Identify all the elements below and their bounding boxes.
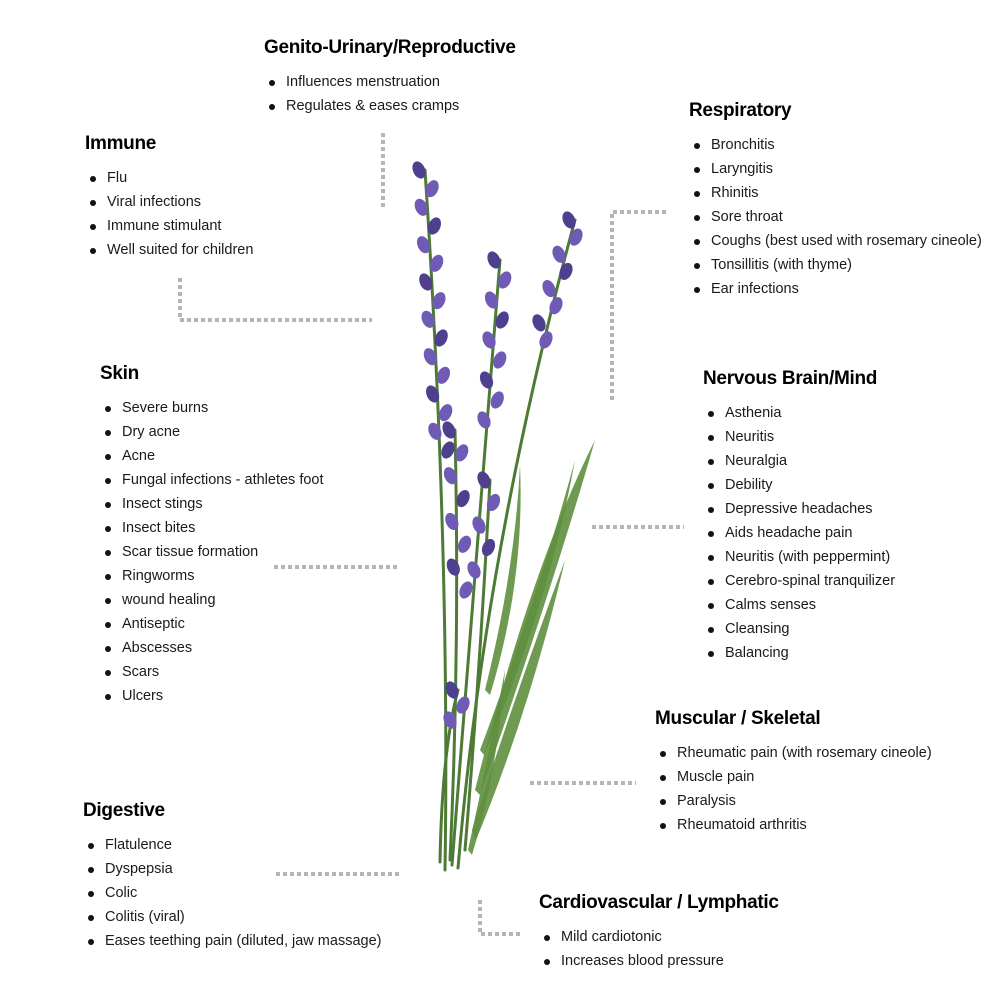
lavender-bud (455, 534, 473, 555)
list-item: Colitis (viral) (105, 905, 381, 929)
list-item: Regulates & eases cramps (286, 94, 516, 118)
list-item: wound healing (122, 588, 324, 612)
group-cardiovascular (539, 891, 779, 973)
list-item: Dry acne (122, 420, 324, 444)
list-item: Cleansing (725, 617, 895, 641)
lavender-bud (443, 511, 461, 532)
lavender-leaves (468, 440, 595, 855)
list-item: Colic (105, 881, 381, 905)
connector-cardio (476, 898, 522, 940)
list-item: Rhinitis (711, 181, 982, 205)
list-item: Tonsillitis (with thyme) (711, 253, 982, 277)
list-item: Muscle pain (677, 765, 932, 789)
list-item: Influences menstruation (286, 70, 516, 94)
list-item: Paralysis (677, 789, 932, 813)
list-item: Flatulence (105, 833, 381, 857)
list-item: Balancing (725, 641, 895, 665)
group-title: Cardiovascular / Lymphatic (539, 892, 779, 913)
list-item: Aids headache pain (725, 521, 895, 545)
lavender-bud (470, 514, 488, 535)
list-item: Coughs (best used with rosemary cineole) (711, 229, 982, 253)
connector-immune (176, 276, 376, 326)
list-item: Severe burns (122, 396, 324, 420)
list-item: Flu (107, 166, 253, 190)
list-item: Well suited for children (107, 238, 253, 262)
list-item: Dyspepsia (105, 857, 381, 881)
group-muscular-skeletal (655, 707, 932, 837)
item-list (100, 396, 324, 708)
lavender-bud (426, 421, 444, 442)
group-title: Immune (85, 133, 157, 154)
list-item: Acne (122, 444, 324, 468)
lavender-bud (477, 369, 495, 390)
group-skin (100, 362, 324, 708)
lavender-plant-illustration (380, 150, 620, 890)
item-list (539, 925, 779, 973)
stem (450, 430, 457, 860)
list-item: Scars (122, 660, 324, 684)
list-item: Ulcers (122, 684, 324, 708)
group-title: Digestive (83, 800, 165, 821)
group-digestive (83, 799, 381, 953)
group-genito-urinary (264, 36, 516, 118)
list-item: Cerebro-spinal tranquilizer (725, 569, 895, 593)
group-title: Respiratory (689, 100, 792, 121)
list-item: Viral infections (107, 190, 253, 214)
list-item: Abscesses (122, 636, 324, 660)
list-item: Immune stimulant (107, 214, 253, 238)
list-item: Antiseptic (122, 612, 324, 636)
list-item: Ear infections (711, 277, 982, 301)
group-title: Nervous Brain/Mind (703, 368, 878, 389)
list-item: Asthenia (725, 401, 895, 425)
list-item: Debility (725, 473, 895, 497)
list-item: Neuralgia (725, 449, 895, 473)
list-item: Increases blood pressure (561, 949, 779, 973)
list-item: Rheumatoid arthritis (677, 813, 932, 837)
list-item: Laryngitis (711, 157, 982, 181)
item-list (83, 833, 381, 953)
list-item: Neuritis (725, 425, 895, 449)
list-item: Ringworms (122, 564, 324, 588)
list-item: Calms senses (725, 593, 895, 617)
lavender-bud (444, 556, 462, 577)
group-immune (85, 132, 253, 262)
lavender-bud (537, 329, 555, 350)
list-item: Eases teething pain (diluted, jaw massage) (105, 929, 381, 953)
group-nervous (703, 367, 895, 665)
lavender-bud (479, 537, 497, 558)
list-item: Rheumatic pain (with rosemary cineole) (677, 741, 932, 765)
list-item: Mild cardiotonic (561, 925, 779, 949)
item-list (655, 741, 932, 837)
group-respiratory (689, 99, 982, 301)
list-item: Sore throat (711, 205, 982, 229)
list-item: Insect bites (122, 516, 324, 540)
group-title: Muscular / Skeletal (655, 708, 821, 729)
list-item: Depressive headaches (725, 497, 895, 521)
list-item: Bronchitis (711, 133, 982, 157)
stem (425, 170, 446, 870)
item-list (264, 70, 516, 118)
list-item: Insect stings (122, 492, 324, 516)
item-list (689, 133, 982, 301)
list-item: Scar tissue formation (122, 540, 324, 564)
lavender-bud (465, 559, 483, 580)
group-title: Genito-Urinary/Reproductive (264, 37, 516, 58)
item-list (703, 401, 895, 665)
lavender-bud (475, 409, 493, 430)
list-item: Neuritis (with peppermint) (725, 545, 895, 569)
group-title: Skin (100, 363, 139, 384)
item-list (85, 166, 253, 262)
list-item: Fungal infections - athletes foot (122, 468, 324, 492)
